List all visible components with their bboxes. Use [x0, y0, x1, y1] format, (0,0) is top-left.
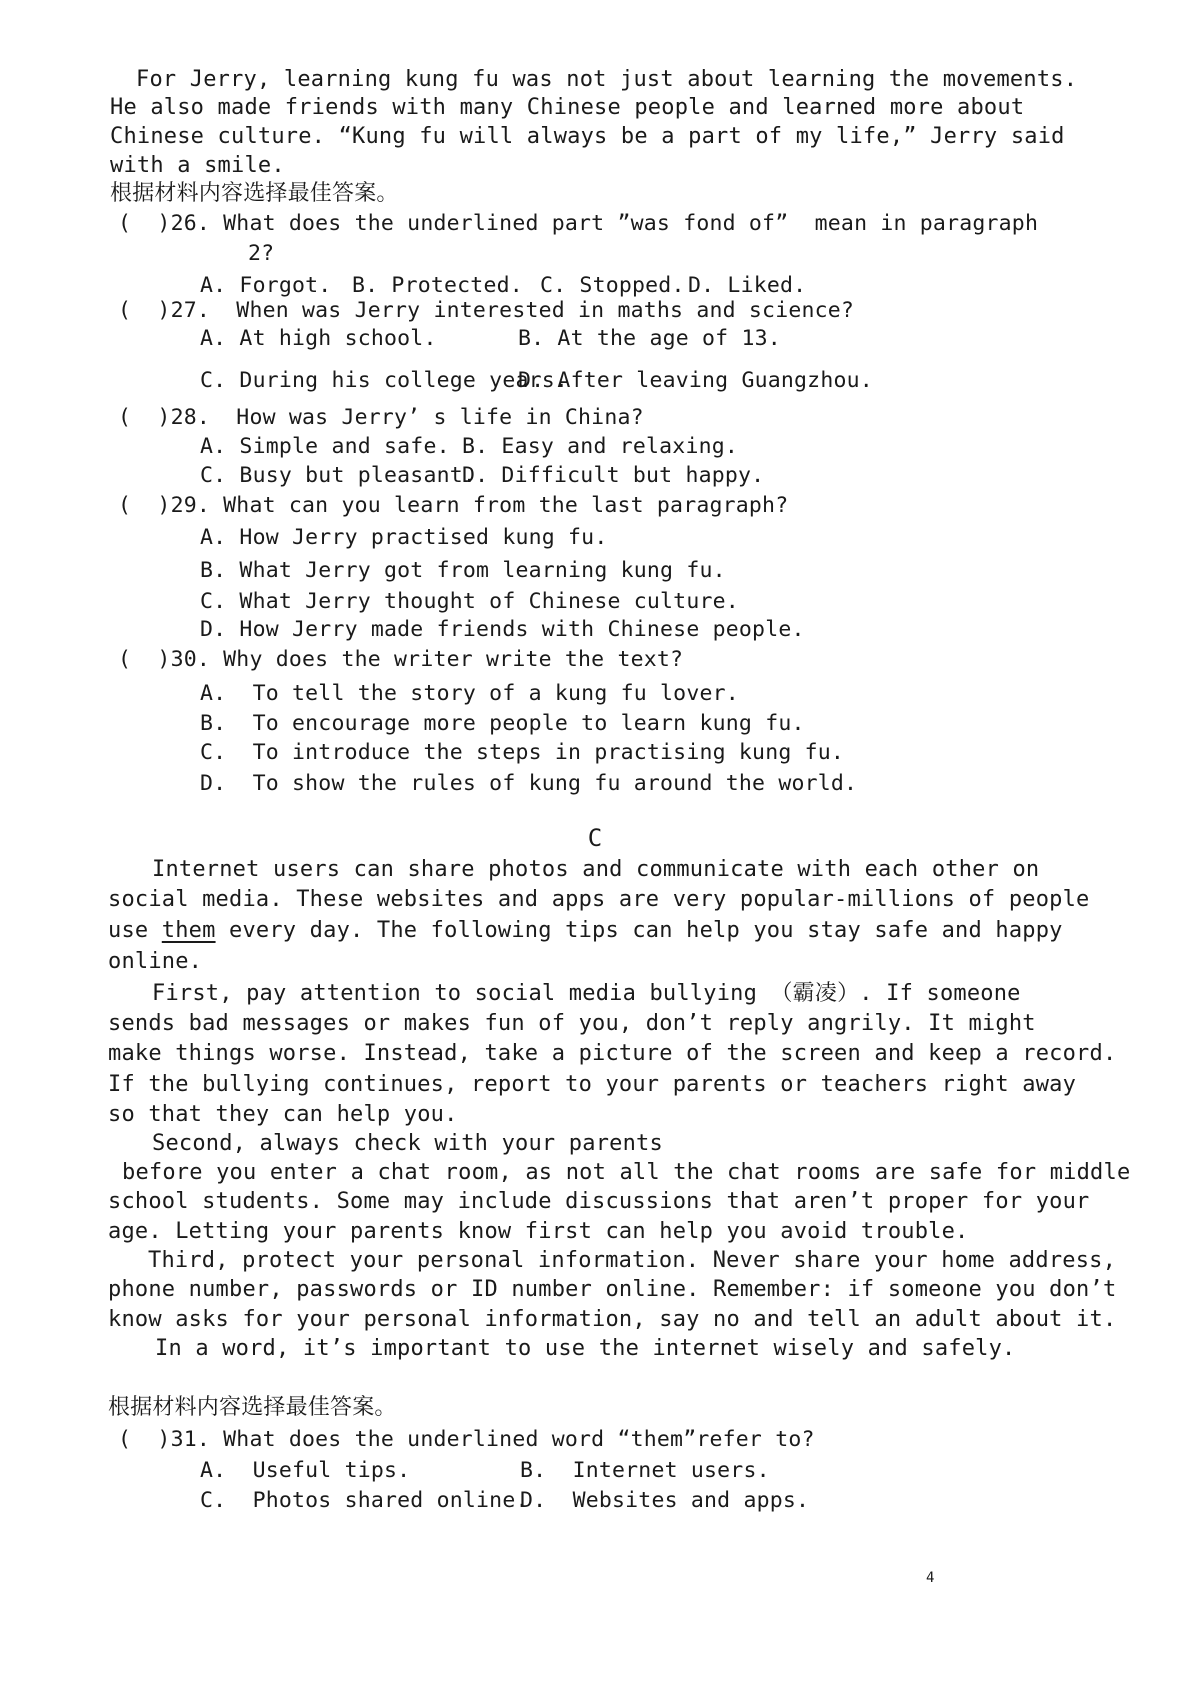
option-b: B. To encourage more people to learn kung fu. — [200, 711, 805, 736]
passage-line: Third, protect your personal information. Never share your home address, — [148, 1248, 1117, 1273]
option-d: D. After leaving Guangzhou. — [518, 368, 873, 393]
option-d: D. Difficult but happy. — [462, 463, 765, 488]
passage-line: so that they can help you. — [108, 1102, 458, 1127]
question-26-stem: ( )26. What does the underlined part ”was fond of” mean in paragraph — [118, 211, 1039, 236]
instruction-text: 根据材料内容选择最佳答案。 — [110, 181, 399, 206]
passage-line: with a smile. — [110, 153, 285, 178]
passage-line: school students. Some may include discussions that aren’t proper for your — [108, 1189, 1090, 1214]
passage-line: social media. These websites and apps are very popular-millions of people — [108, 887, 1090, 912]
passage-line: Internet users can share photos and communicate with each other on — [152, 857, 1040, 882]
question-27-stem: ( )27. When was Jerry interested in maths and science? — [118, 298, 855, 323]
option-d: D. Liked. — [688, 273, 807, 298]
passage-line: age. Letting your parents know first can help you avoid trouble. — [108, 1219, 969, 1244]
option-b: B. Protected. — [352, 273, 523, 298]
underlined-word: them — [161, 918, 216, 943]
option-b: B. Internet users. — [520, 1458, 770, 1483]
question-26-stem-cont: 2? — [248, 241, 275, 266]
question-28-stem: ( )28. How was Jerry’ s life in China? — [118, 405, 644, 430]
passage-line: If the bullying continues, report to your parents or teachers right away — [108, 1072, 1077, 1097]
option-a: A. Useful tips. — [200, 1458, 411, 1483]
option-a: A. Forgot. — [200, 273, 332, 298]
passage-line: phone number, passwords or ID number online. Remember: if someone you don’t — [108, 1277, 1117, 1302]
option-d: D. To show the rules of kung fu around the world. — [200, 771, 858, 796]
option-c: C. During his college years. — [200, 368, 569, 393]
question-31-stem: ( )31. What does the underlined word “them”refer to? — [118, 1427, 815, 1452]
passage-line: sends bad messages or makes fun of you, don’t reply angrily. It might — [108, 1011, 1036, 1036]
option-b: B. Easy and relaxing. — [462, 434, 739, 459]
passage-line: online. — [108, 949, 203, 974]
passage-line: Chinese culture. “Kung fu will always be a part of my life,” Jerry said — [110, 124, 1065, 149]
option-d: D. How Jerry made friends with Chinese people. — [200, 617, 805, 642]
option-c: C. Photos shared online. — [200, 1488, 529, 1513]
option-a: A. To tell the story of a kung fu lover. — [200, 681, 739, 706]
passage-line: First, pay attention to social media bullying （霸凌）. If someone — [152, 981, 1021, 1006]
option-d: D. Websites and apps. — [520, 1488, 810, 1513]
section-heading: C — [587, 824, 603, 852]
passage-line: Second, always check with your parents — [152, 1131, 663, 1156]
option-a: A. At high school. — [200, 326, 437, 351]
question-30-stem: ( )30. Why does the writer write the text? — [118, 647, 684, 672]
option-c: C. Stopped. — [540, 273, 685, 298]
option-c: C. Busy but pleasant. — [200, 463, 477, 488]
passage-line: make things worse. Instead, take a picture of the screen and keep a record. — [108, 1041, 1117, 1066]
option-a: A. How Jerry practised kung fu. — [200, 525, 608, 550]
page-number: 4 — [926, 1570, 935, 1586]
passage-line: He also made friends with many Chinese people and learned more about — [110, 95, 1025, 120]
instruction-text: 根据材料内容选择最佳答案。 — [108, 1395, 397, 1420]
passage-line: use them every day. The following tips can help you stay safe and happy — [108, 918, 1063, 943]
option-b: B. What Jerry got from learning kung fu. — [200, 558, 726, 583]
passage-line: In a word, it’s important to use the internet wisely and safely. — [155, 1336, 1016, 1361]
passage-line: For Jerry, learning kung fu was not just about learning the movements. — [136, 67, 1078, 92]
option-a: A. Simple and safe. — [200, 434, 450, 459]
option-c: C. To introduce the steps in practising kung fu. — [200, 740, 845, 765]
option-c: C. What Jerry thought of Chinese culture. — [200, 589, 739, 614]
passage-line: know asks for your personal information, say no and tell an adult about it. — [108, 1307, 1117, 1332]
option-b: B. At the age of 13. — [518, 326, 781, 351]
passage-line: before you enter a chat room, as not all the chat rooms are safe for middle — [122, 1160, 1131, 1185]
question-29-stem: ( )29. What can you learn from the last paragraph? — [118, 493, 789, 518]
